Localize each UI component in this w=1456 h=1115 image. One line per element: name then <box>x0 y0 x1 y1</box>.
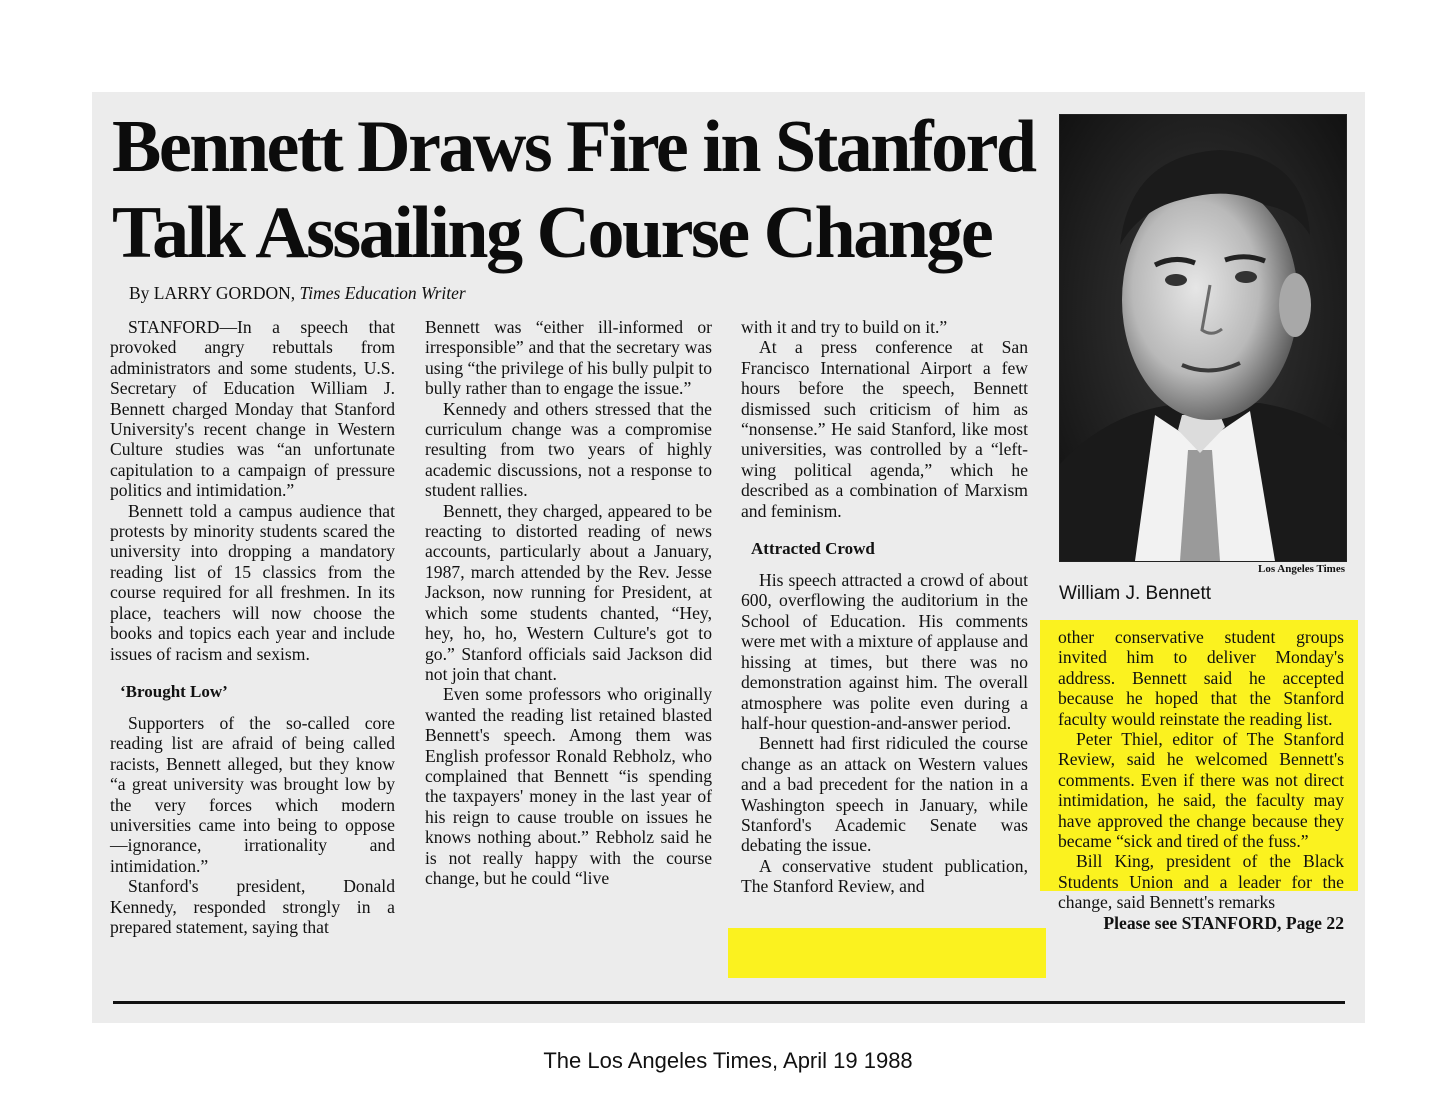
paragraph: At a press conference at San Francisco International Airport a few hours before the speech, Bennett dismissed such criticism of him as “nonsense.” He said Stanford, like most universities, was controlled by a “left-wing political agenda,” which he described as a combination of Marxism and feminism. <box>741 337 1028 521</box>
highlighted-paragraph: other conservative student groups invited him to deliver Monday's address. Bennett said he accepted because he hoped that the Stanford faculty would reinstate the reading list. <box>1058 627 1344 729</box>
paragraph: Supporters of the so-called core reading list are afraid of being called racists, Bennett alleged, but they know “a great university was brought low by the very forces which modern universities came into being to oppose—ignorance, irrationality and intimidation.” <box>110 712 395 876</box>
article-column-2 <box>425 317 712 888</box>
bennett-photo <box>1059 114 1347 562</box>
source-caption: The Los Angeles Times, April 19 1988 <box>543 1048 913 1073</box>
article-column-1 <box>110 317 395 937</box>
headline-line-2: Talk Assailing Course Change <box>112 192 992 274</box>
highlight-marker <box>728 928 1046 978</box>
article-column-3 <box>741 317 1028 897</box>
byline <box>129 283 466 304</box>
byline-author: By LARRY GORDON, <box>129 283 296 303</box>
paragraph: His speech attracted a crowd of about 600, overflowing the auditorium in the School of Education. His comments were met with a mixture of applause and hissing at times, but there was no demonstration against him. The overall atmosphere was polite even during a half-hour question-and-answer period. <box>741 570 1028 733</box>
photo-credit: Los Angeles Times <box>1258 563 1345 575</box>
continuation-jump: Please see STANFORD, Page 22 <box>1103 912 1344 933</box>
photo-caption: William J. Bennett <box>1059 583 1212 604</box>
subhead-brought-low: ‘Brought Low’ <box>120 681 228 701</box>
subhead-attracted-crowd: Attracted Crowd <box>751 539 875 559</box>
paragraph: Bennett told a campus audience that protests by minority students scared the university into dropping a mandatory reading list of 15 classics from the course required for all freshmen. In its place, teachers will now choose the books and topics each year and include issues of racism and sexism. <box>110 500 395 664</box>
portrait-image <box>1060 115 1346 561</box>
article-column-4 <box>1058 627 1344 933</box>
paragraph: Even some professors who originally wanted the reading list retained blasted Bennett's speech. Among them was English professor Ronald Rebholz, who complained that Bennett “is spending the taxpayers' money in the last year of his reign to cause trouble on issues he knows nothing about.” Rebholz said he is not really happy with the course change, but he could “live <box>425 684 712 888</box>
paragraph: Bill King, president of the Black Students Union and a leader for the change, said Bennett's remarks <box>1058 851 1344 913</box>
paragraph: with it and try to build on it.” <box>741 317 948 337</box>
paragraph: Bennett, they charged, appeared to be reacting to distorted reading of news accounts, particularly about a January, 1987, march attended by the Rev. Jesse Jackson, now running for President, at which some students chanted, “Hey, hey, ho, ho, Western Culture's got to go.” Stanford officials said Jackson did not join that chant. <box>425 500 712 684</box>
paragraph: STANFORD—In a speech that provoked angry rebuttals from administrators and some students, U.S. Secretary of Education William J. Bennett charged Monday that Stanford University's recent change in Western Culture studies was “an unfortunate capitulation to a campaign of pressure politics and intimidation.” <box>110 317 395 501</box>
paragraph: Bennett had first ridiculed the course change as an attack on Western values and a bad precedent for the nation in a Washington speech in January, while Stanford's Academic Senate was debating the issue. <box>741 733 1028 856</box>
highlighted-paragraph: A conservative student publication, The Stanford Review, and <box>741 855 1028 897</box>
paragraph: Kennedy and others stressed that the curriculum change was a compromise resulting from two years of highly academic discussions, not a response to student rallies. <box>425 398 712 501</box>
highlighted-paragraph: Peter Thiel, editor of The Stanford Review, said he welcomed Bennett's comments. Even if there was not direct intimidation, he said, the faculty may have approved the change because they became “sick and tired of the fuss.” <box>1058 729 1344 852</box>
paragraph: Bennett was “either ill-informed or irresponsible” and that the secretary was using “the privilege of his bully pulpit to bully rather than to engage the issue.” <box>425 317 712 399</box>
headline-line-1: Bennett Draws Fire in Stanford <box>112 106 1035 188</box>
byline-role: Times Education Writer <box>299 283 466 303</box>
headline <box>112 104 1042 276</box>
bottom-rule <box>113 1001 1345 1004</box>
paragraph: Stanford's president, Donald Kennedy, responded strongly in a prepared statement, saying that <box>110 876 395 937</box>
